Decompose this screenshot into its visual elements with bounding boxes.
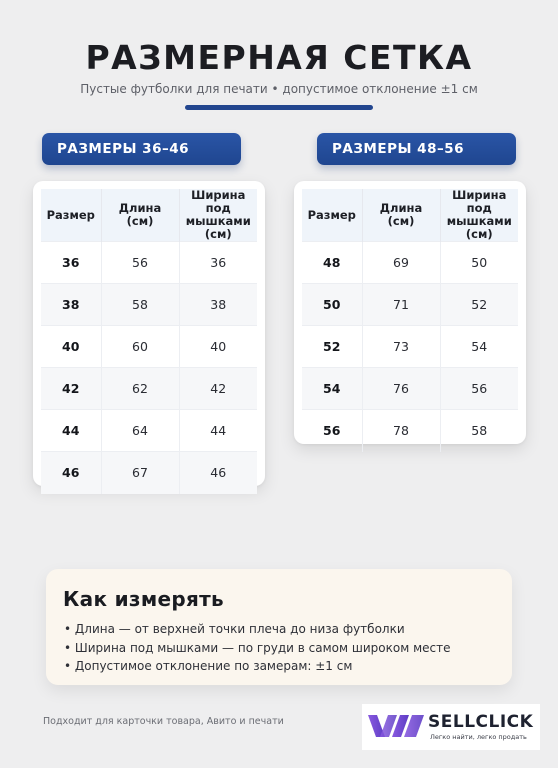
length-cell: 69 bbox=[362, 242, 440, 284]
length-cell: 56 bbox=[101, 242, 179, 284]
column-header-length: Длина (см) bbox=[101, 189, 179, 242]
table-row bbox=[41, 242, 257, 284]
table-row bbox=[41, 284, 257, 326]
sellclick-logo bbox=[362, 704, 540, 750]
size-table-left bbox=[41, 189, 257, 494]
section-label-36-46: РАЗМЕРЫ 36–46 bbox=[42, 133, 241, 165]
size-cell: 54 bbox=[302, 368, 362, 410]
list-item: • Длина — от верхней точки плеча до низа футболки bbox=[64, 622, 405, 636]
howto-card bbox=[46, 569, 512, 685]
length-cell: 71 bbox=[362, 284, 440, 326]
length-cell: 60 bbox=[101, 326, 179, 368]
length-cell: 73 bbox=[362, 326, 440, 368]
column-header-width: Ширина под мышками (см) bbox=[179, 189, 257, 242]
width-cell: 56 bbox=[440, 368, 518, 410]
width-cell: 52 bbox=[440, 284, 518, 326]
page-subtitle: Пустые футболки для печати • допустимое отклонение ±1 см bbox=[80, 82, 478, 96]
footer-note: Подходит для карточки товара, Авито и печати bbox=[43, 716, 284, 727]
page-title: РАЗМЕРНАЯ СЕТКА bbox=[85, 38, 473, 77]
table-row bbox=[41, 326, 257, 368]
width-cell: 46 bbox=[179, 452, 257, 494]
table-row bbox=[302, 284, 518, 326]
logo-brand: SELLCLICK bbox=[428, 712, 534, 732]
list-item: • Ширина под мышками — по груди в самом широком месте bbox=[64, 640, 451, 655]
table-row bbox=[41, 368, 257, 410]
length-cell: 58 bbox=[101, 284, 179, 326]
table-row bbox=[302, 242, 518, 284]
length-cell: 62 bbox=[101, 368, 179, 410]
howto-list bbox=[64, 620, 450, 676]
length-cell: 78 bbox=[362, 410, 440, 452]
length-cell: 76 bbox=[362, 368, 440, 410]
table-row bbox=[41, 410, 257, 452]
width-cell: 54 bbox=[440, 326, 518, 368]
size-cell: 38 bbox=[41, 284, 101, 326]
column-header-length: Длина (см) bbox=[362, 189, 440, 242]
size-table-card-left bbox=[33, 181, 265, 486]
width-cell: 44 bbox=[179, 410, 257, 452]
size-cell: 42 bbox=[41, 368, 101, 410]
size-cell: 44 bbox=[41, 410, 101, 452]
width-cell: 40 bbox=[179, 326, 257, 368]
size-cell: 36 bbox=[41, 242, 101, 284]
length-cell: 67 bbox=[101, 452, 179, 494]
size-cell: 56 bbox=[302, 410, 362, 452]
size-table-card-right bbox=[294, 181, 526, 444]
size-cell: 48 bbox=[302, 242, 362, 284]
length-cell: 64 bbox=[101, 410, 179, 452]
section-label-48-56: РАЗМЕРЫ 48–56 bbox=[317, 133, 516, 165]
list-item: • Допустимое отклонение по замерам: ±1 см bbox=[64, 659, 353, 673]
table-row bbox=[302, 368, 518, 410]
size-table-right bbox=[302, 189, 518, 452]
width-cell: 50 bbox=[440, 242, 518, 284]
width-cell: 38 bbox=[179, 284, 257, 326]
howto-title: Как измерять bbox=[63, 587, 224, 611]
width-cell: 36 bbox=[179, 242, 257, 284]
size-cell: 46 bbox=[41, 452, 101, 494]
column-header-width: Ширина под мышками (см) bbox=[440, 189, 518, 242]
size-cell: 40 bbox=[41, 326, 101, 368]
size-cell: 52 bbox=[302, 326, 362, 368]
width-cell: 42 bbox=[179, 368, 257, 410]
column-header-size: Размер bbox=[41, 189, 101, 242]
table-row bbox=[41, 452, 257, 494]
size-cell: 50 bbox=[302, 284, 362, 326]
table-row bbox=[302, 326, 518, 368]
sellclick-logo-icon bbox=[368, 713, 426, 739]
logo-tagline: Легко найти, легко продать bbox=[430, 733, 527, 741]
column-header-size: Размер bbox=[302, 189, 362, 242]
title-underline bbox=[185, 105, 373, 110]
table-row bbox=[302, 410, 518, 452]
width-cell: 58 bbox=[440, 410, 518, 452]
